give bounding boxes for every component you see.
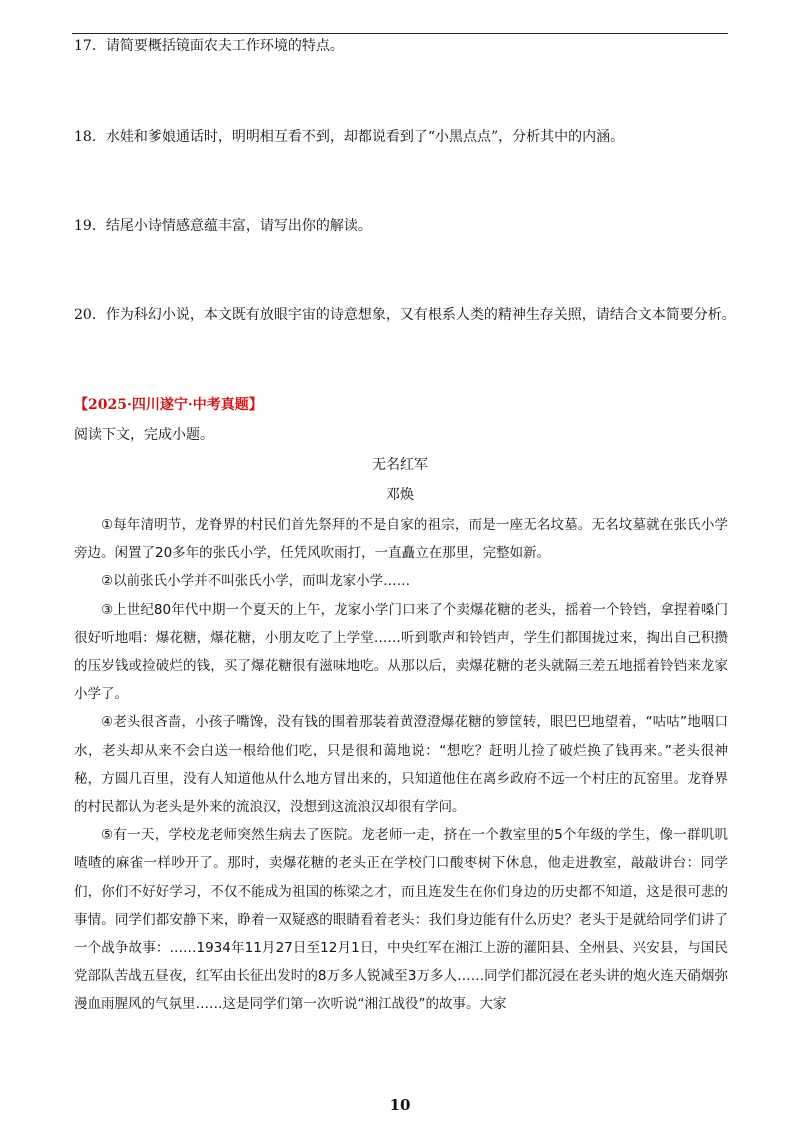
source-tag: 【2025·四川遂宁·中考真题】 [74, 397, 263, 413]
instruction: 阅读下文，完成小题。 [74, 427, 214, 443]
article-author: 邓焕 [386, 487, 414, 503]
question-19: 19．结尾小诗情感意蕴丰富，请写出你的解读。 [74, 218, 372, 234]
paragraph-3: ③上世纪80年代中期一个夏天的上午，龙家小学门口来了个卖爆花糖的老头，摇着一个铃铛，拿捏着嗓门很好听地唱：爆花糖，爆花糖，小朋友吃了上学堂……听到歌声和铃铛声，学生们都围拢过来，掏出自己积攒的压岁钱或捡破烂的钱，买了爆花糖很有滋味地吃。从那以后，卖爆花糖的老头就隔三差五地摇着铃铛来龙家小学了。 [74, 601, 728, 703]
paragraph-4: ④老头很吝啬，小孩子嘴馋，没有钱的围着那装着黄澄澄爆花糖的箩筐转，眼巴巴地望着，“咕咕”地咽口水，老头却从来不会白送一根给他们吃，只是很和蔼地说：“想吃？赶明儿捡了破烂换了钱再来。”老头很神秘，方圆几百里，没有人知道他从什么地方冒出来的，只知道他住在离乡政府不远一个村庄的瓦窑里。龙脊界的村民都认为老头是外来的流浪汉，没想到这流浪汉却很有学问。 [74, 714, 728, 816]
paragraph-5: ⑤有一天，学校龙老师突然生病去了医院。龙老师一走，挤在一个教室里的5个年级的学生，像一群叽叽喳喳的麻雀一样吵开了。那时，卖爆花糖的老头正在学校门口酸枣树下休息，他走进教室，敲敲讲台：同学们，你们不好好学习，不仅不能成为祖国的栋梁之才，而且连发生在你们身边的历史都不知道，这是很可悲的事情。同学们都安静下来，睁着一双疑惑的眼睛看着老头：我们身边能有什么历史？老头于是就给同学们讲了一个战争故事：……1934年11月27日至12月1日，中央红军在湘江上游的灌阳县、全州县、兴安县，与国民党部队苦战五昼夜，红军由长征出发时的8万多人锐减至3万多人……同学们都沉浸在老头讲的炮火连天硝烟弥漫血雨腥风的气氛里……这是同学们第一次听说“湘江战役”的故事。大家 [74, 827, 728, 1013]
page-number: 10 [389, 1096, 411, 1114]
question-18: 18．水娃和爹娘通话时，明明相互看不到，却都说看到了“小黑点点”，分析其中的内涵。 [74, 129, 625, 145]
paragraph-1: ①每年清明节，龙脊界的村民们首先祭拜的不是自家的祖宗，而是一座无名坟墓。无名坟墓就在张氏小学旁边。闲置了20多年的张氏小学，任凭风吹雨打，一直矗立在那里，完整如新。 [74, 517, 728, 562]
article-body [74, 511, 728, 1019]
article-title: 无名红军 [372, 457, 428, 473]
question-20: 20．作为科幻小说，本文既有放眼宇宙的诗意想象，又有根系人类的精神生存关照，请结合文本简要分析。 [74, 307, 736, 323]
question-17: 17．请简要概括镜面农夫工作环境的特点。 [74, 38, 344, 54]
paragraph-2: ②以前张氏小学并不叫张氏小学，而叫龙家小学…… [101, 573, 411, 590]
header-rule [72, 33, 728, 34]
